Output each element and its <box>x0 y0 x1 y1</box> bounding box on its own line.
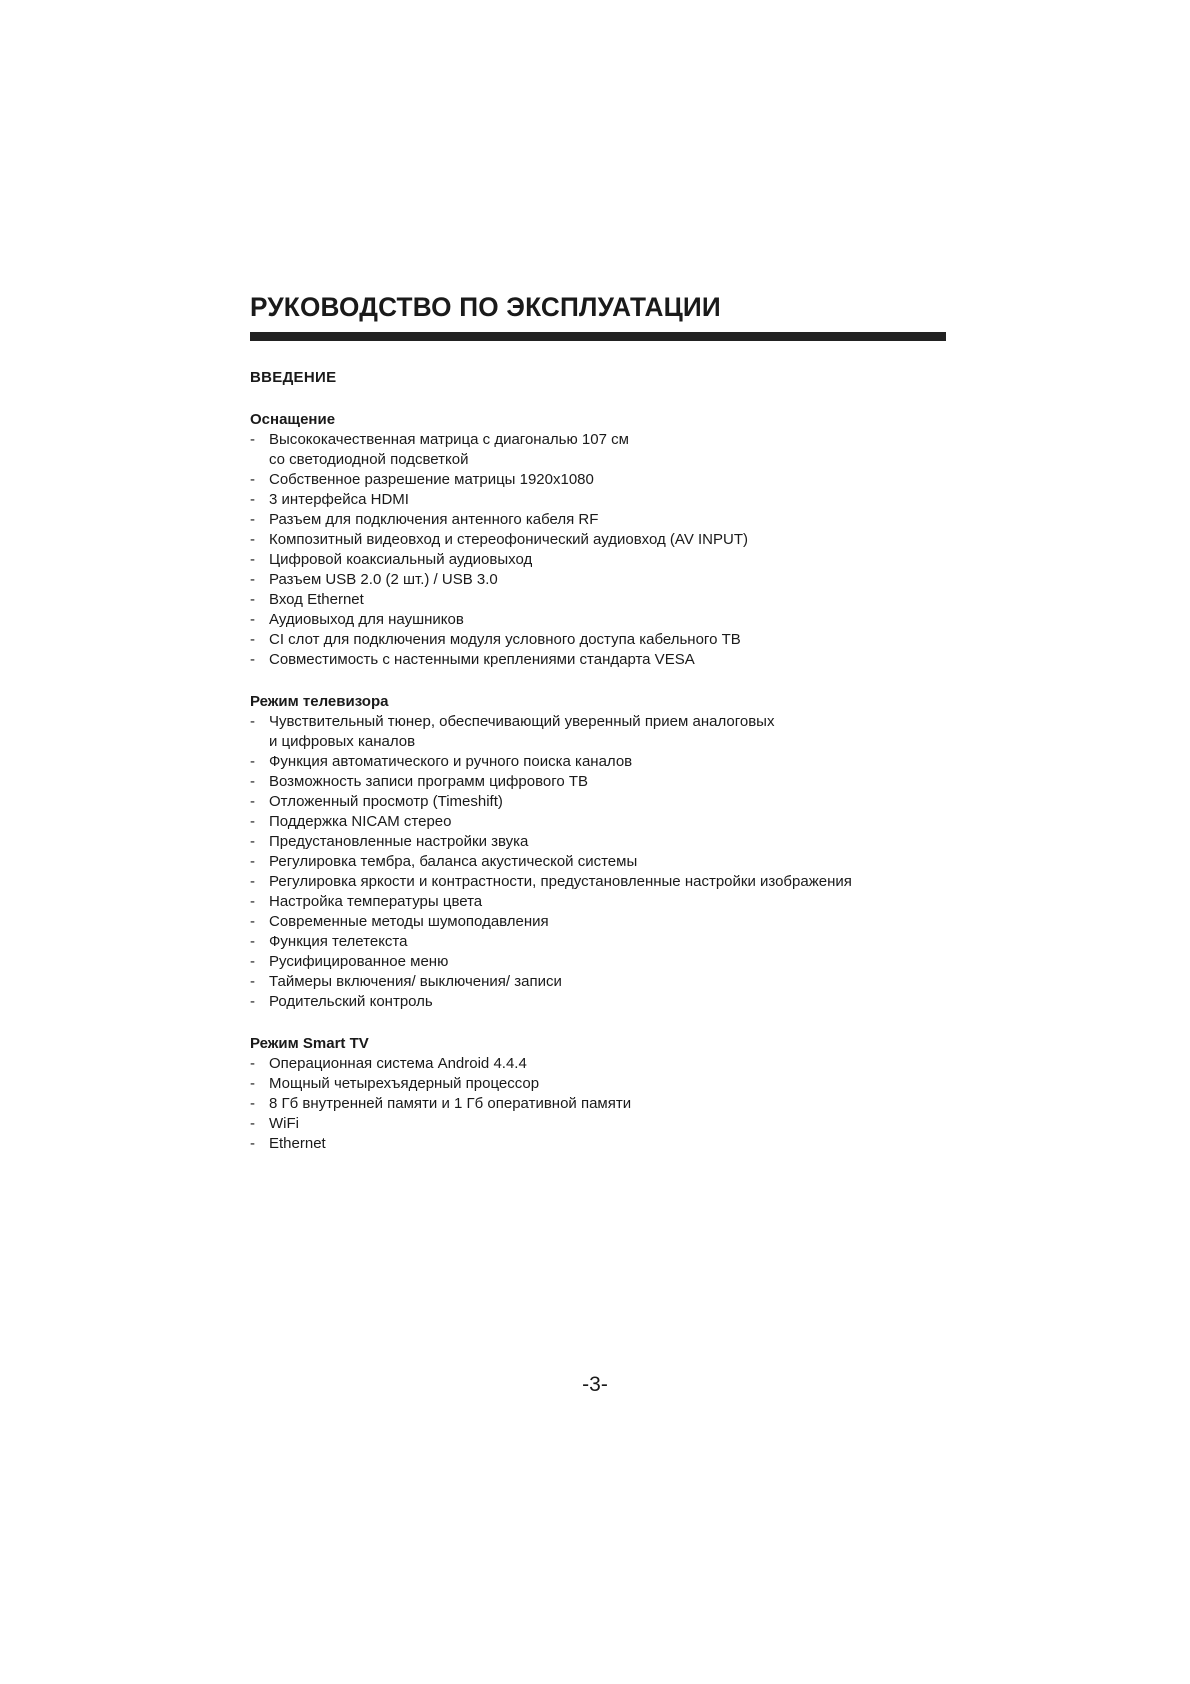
list-item-text: Регулировка яркости и контрастности, предустановленные настройки изображения <box>269 873 852 890</box>
list-item <box>250 932 950 952</box>
list-item-text: Родительский контроль <box>269 993 433 1010</box>
list-item <box>250 892 950 912</box>
list-item <box>250 952 950 972</box>
bullet-dash: - <box>250 551 255 568</box>
list-item-text: Русифицированное меню <box>269 953 449 970</box>
bullet-dash: - <box>250 933 255 950</box>
list-item-text: Таймеры включения/ выключения/ записи <box>269 973 562 990</box>
bullet-dash: - <box>250 713 255 730</box>
list-item-text: и цифровых каналов <box>269 733 416 750</box>
list-item-text: Разъем для подключения антенного кабеля RF <box>269 511 599 528</box>
bullet-dash: - <box>250 793 255 810</box>
bullet-dash: - <box>250 773 255 790</box>
list-item-text: WiFi <box>269 1115 299 1132</box>
list-item-text: CI слот для подключения модуля условного доступа кабельного ТВ <box>269 631 741 648</box>
list-item <box>250 590 950 610</box>
list-item-text: Вход Ethernet <box>269 591 364 608</box>
list-item-text: со светодиодной подсветкой <box>269 451 469 468</box>
bullet-dash: - <box>250 1075 255 1092</box>
list-item <box>250 490 950 510</box>
title-rule <box>250 332 946 341</box>
bullet-dash: - <box>250 953 255 970</box>
list-item <box>250 550 950 570</box>
list-item <box>250 1114 950 1134</box>
list-item-text: Совместимость с настенными креплениями стандарта VESA <box>269 651 695 668</box>
bullet-dash: - <box>250 973 255 990</box>
section <box>250 692 950 1012</box>
section-heading: Режим телевизора <box>250 693 389 710</box>
list-item-text: Возможность записи программ цифрового ТВ <box>269 773 589 790</box>
list-item <box>250 630 950 650</box>
list-item-text: Регулировка тембра, баланса акустической системы <box>269 853 638 870</box>
list-item <box>250 852 950 872</box>
list-item-text: Отложенный просмотр (Timeshift) <box>269 793 503 810</box>
bullet-dash: - <box>250 431 255 448</box>
bullet-list <box>250 712 950 1012</box>
list-item <box>250 832 950 852</box>
list-item-text: Аудиовыход для наушников <box>269 611 464 628</box>
list-item <box>250 510 950 530</box>
intro-heading: ВВЕДЕНИЕ <box>250 369 337 386</box>
section <box>250 410 950 670</box>
bullet-dash: - <box>250 511 255 528</box>
list-item-text: Ethernet <box>269 1135 326 1152</box>
bullet-dash: - <box>250 491 255 508</box>
list-item-text: Цифровой коаксиальный аудиовыход <box>269 551 533 568</box>
list-item <box>250 570 950 590</box>
list-item <box>250 872 950 892</box>
bullet-list <box>250 430 950 670</box>
list-item-text: Чувствительный тюнер, обеспечивающий уверенный прием аналоговых <box>269 713 775 730</box>
list-item <box>250 712 950 752</box>
list-item-text: Современные методы шумоподавления <box>269 913 549 930</box>
page-title: РУКОВОДСТВО ПО ЭКСПЛУАТАЦИИ <box>250 292 721 322</box>
bullet-dash: - <box>250 471 255 488</box>
bullet-dash: - <box>250 833 255 850</box>
list-item <box>250 470 950 490</box>
list-item-text: Высококачественная матрица с диагональю 107 см <box>269 431 629 448</box>
bullet-dash: - <box>250 1115 255 1132</box>
list-item <box>250 972 950 992</box>
bullet-dash: - <box>250 571 255 588</box>
list-item-text: Предустановленные настройки звука <box>269 833 529 850</box>
list-item <box>250 812 950 832</box>
bullet-dash: - <box>250 853 255 870</box>
list-item-text: Поддержка NICAM стерео <box>269 813 452 830</box>
list-item-text: Разъем USB 2.0 (2 шт.) / USB 3.0 <box>269 571 498 588</box>
list-item <box>250 792 950 812</box>
list-item-text: Операционная система Android 4.4.4 <box>269 1055 527 1072</box>
list-item-text: Настройка температуры цвета <box>269 893 483 910</box>
list-item <box>250 650 950 670</box>
page-number: -3- <box>582 1373 608 1396</box>
list-item-text: Функция автоматического и ручного поиска каналов <box>269 753 633 770</box>
bullet-dash: - <box>250 1095 255 1112</box>
bullet-dash: - <box>250 591 255 608</box>
list-item-text: Функция телетекста <box>269 933 408 950</box>
list-item <box>250 1094 950 1114</box>
bullet-dash: - <box>250 813 255 830</box>
list-item <box>250 430 950 470</box>
section-heading: Оснащение <box>250 411 336 428</box>
document-body <box>250 368 950 1154</box>
list-item <box>250 772 950 792</box>
list-item-text: Мощный четырехъядерный процессор <box>269 1075 540 1092</box>
bullet-list <box>250 1054 950 1154</box>
list-item-text: 3 интерфейса HDMI <box>269 491 409 508</box>
list-item <box>250 992 950 1012</box>
bullet-dash: - <box>250 993 255 1010</box>
list-item <box>250 530 950 550</box>
bullet-dash: - <box>250 753 255 770</box>
bullet-dash: - <box>250 893 255 910</box>
list-item-text: 8 Гб внутренней памяти и 1 Гб оперативной памяти <box>269 1095 632 1112</box>
bullet-dash: - <box>250 1055 255 1072</box>
list-item-text: Собственное разрешение матрицы 1920x1080 <box>269 471 594 488</box>
list-item <box>250 610 950 630</box>
bullet-dash: - <box>250 1135 255 1152</box>
list-item <box>250 1074 950 1094</box>
bullet-dash: - <box>250 913 255 930</box>
list-item-text: Композитный видеовход и стереофонический аудиовход (AV INPUT) <box>269 531 748 548</box>
bullet-dash: - <box>250 651 255 668</box>
bullet-dash: - <box>250 873 255 890</box>
list-item <box>250 1134 950 1154</box>
list-item <box>250 1054 950 1074</box>
bullet-dash: - <box>250 531 255 548</box>
bullet-dash: - <box>250 631 255 648</box>
section <box>250 1034 950 1154</box>
bullet-dash: - <box>250 611 255 628</box>
list-item <box>250 912 950 932</box>
list-item <box>250 752 950 772</box>
section-heading: Режим Smart TV <box>250 1035 369 1052</box>
